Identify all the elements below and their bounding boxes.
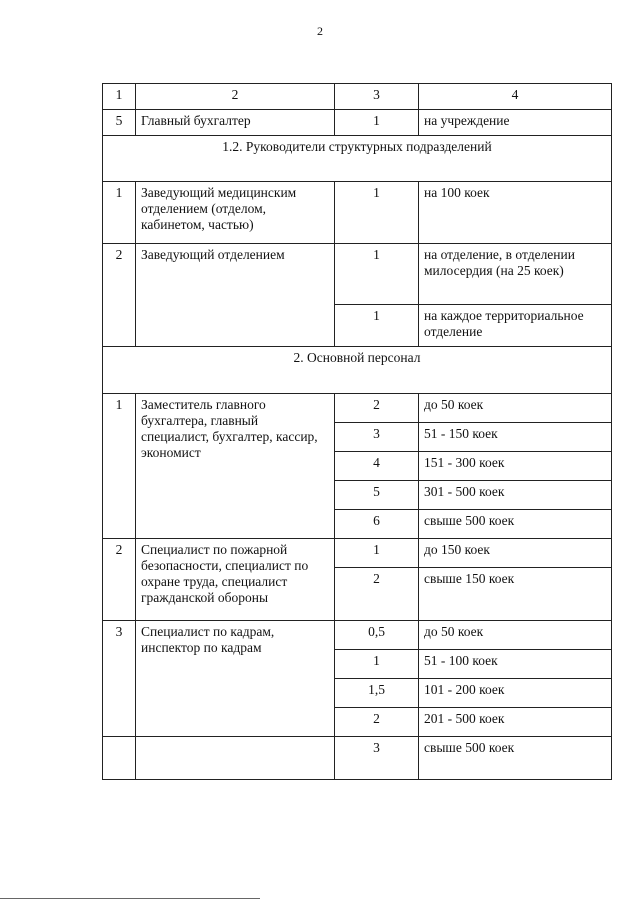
table-row [103, 244, 612, 305]
page-bottom-divider [0, 898, 260, 899]
staffing-norm: на 100 коек [419, 182, 612, 244]
position-title: Заведующий отделением [136, 244, 335, 347]
staff-quantity: 1 [335, 182, 419, 244]
staffing-norm: 201 - 500 коек [419, 708, 612, 737]
table-row [103, 737, 612, 780]
staffing-norm: 101 - 200 коек [419, 679, 612, 708]
staffing-norm: на учреждение [419, 110, 612, 136]
table-row [103, 110, 612, 136]
staff-quantity: 1,5 [335, 679, 419, 708]
section-title: 1.2. Руководители структурных подразделений [103, 136, 612, 182]
staff-quantity: 1 [335, 539, 419, 568]
staff-quantity: 6 [335, 510, 419, 539]
table-row [103, 182, 612, 244]
row-number: 1 [103, 394, 136, 539]
staffing-norm: свыше 150 коек [419, 568, 612, 621]
page-number: 2 [317, 24, 323, 38]
row-number: 2 [103, 244, 136, 347]
staffing-norm: свыше 500 коек [419, 737, 612, 780]
position-title: Специалист по пожарной безопасности, специалист по охране труда, специалист гражданской обороны [136, 539, 335, 621]
header-col-1: 1 [103, 84, 136, 110]
staff-quantity: 2 [335, 568, 419, 621]
row-number: 3 [103, 621, 136, 737]
staff-quantity: 0,5 [335, 621, 419, 650]
staff-quantity: 1 [335, 650, 419, 679]
staff-quantity: 4 [335, 452, 419, 481]
staffing-norm: до 50 коек [419, 394, 612, 423]
table-row [103, 539, 612, 568]
position-title: Специалист по кадрам, инспектор по кадрам [136, 621, 335, 737]
staffing-norm: до 150 коек [419, 539, 612, 568]
staff-quantity: 2 [335, 394, 419, 423]
staff-quantity: 1 [335, 244, 419, 305]
section-header-row [103, 347, 612, 394]
staffing-norm: свыше 500 коек [419, 510, 612, 539]
empty-cell [136, 737, 335, 780]
staff-quantity: 3 [335, 423, 419, 452]
staffing-norm: на каждое территориальное отделение [419, 305, 612, 347]
staff-quantity: 5 [335, 481, 419, 510]
staffing-norm: до 50 коек [419, 621, 612, 650]
position-title: Главный бухгалтер [136, 110, 335, 136]
staff-quantity: 1 [335, 110, 419, 136]
table-header-row [103, 84, 612, 110]
table-row [103, 394, 612, 423]
staffing-norm: 301 - 500 коек [419, 481, 612, 510]
staff-quantity: 2 [335, 708, 419, 737]
header-col-3: 3 [335, 84, 419, 110]
staff-quantity: 1 [335, 305, 419, 347]
staffing-norm: 151 - 300 коек [419, 452, 612, 481]
position-title: Заведующий медицинским отделением (отделом, кабинетом, частью) [136, 182, 335, 244]
header-col-2: 2 [136, 84, 335, 110]
table-row [103, 621, 612, 650]
staffing-norm: на отделение, в отделении милосердия (на 25 коек) [419, 244, 612, 305]
section-header-row [103, 136, 612, 182]
row-number: 1 [103, 182, 136, 244]
staffing-norm: 51 - 100 коек [419, 650, 612, 679]
header-col-4: 4 [419, 84, 612, 110]
position-title: Заместитель главного бухгалтера, главный специалист, бухгалтер, кассир, экономист [136, 394, 335, 539]
empty-cell [103, 737, 136, 780]
section-title: 2. Основной персонал [103, 347, 612, 394]
staff-quantity: 3 [335, 737, 419, 780]
row-number: 2 [103, 539, 136, 621]
staffing-table [102, 83, 612, 780]
staffing-norm: 51 - 150 коек [419, 423, 612, 452]
row-number: 5 [103, 110, 136, 136]
